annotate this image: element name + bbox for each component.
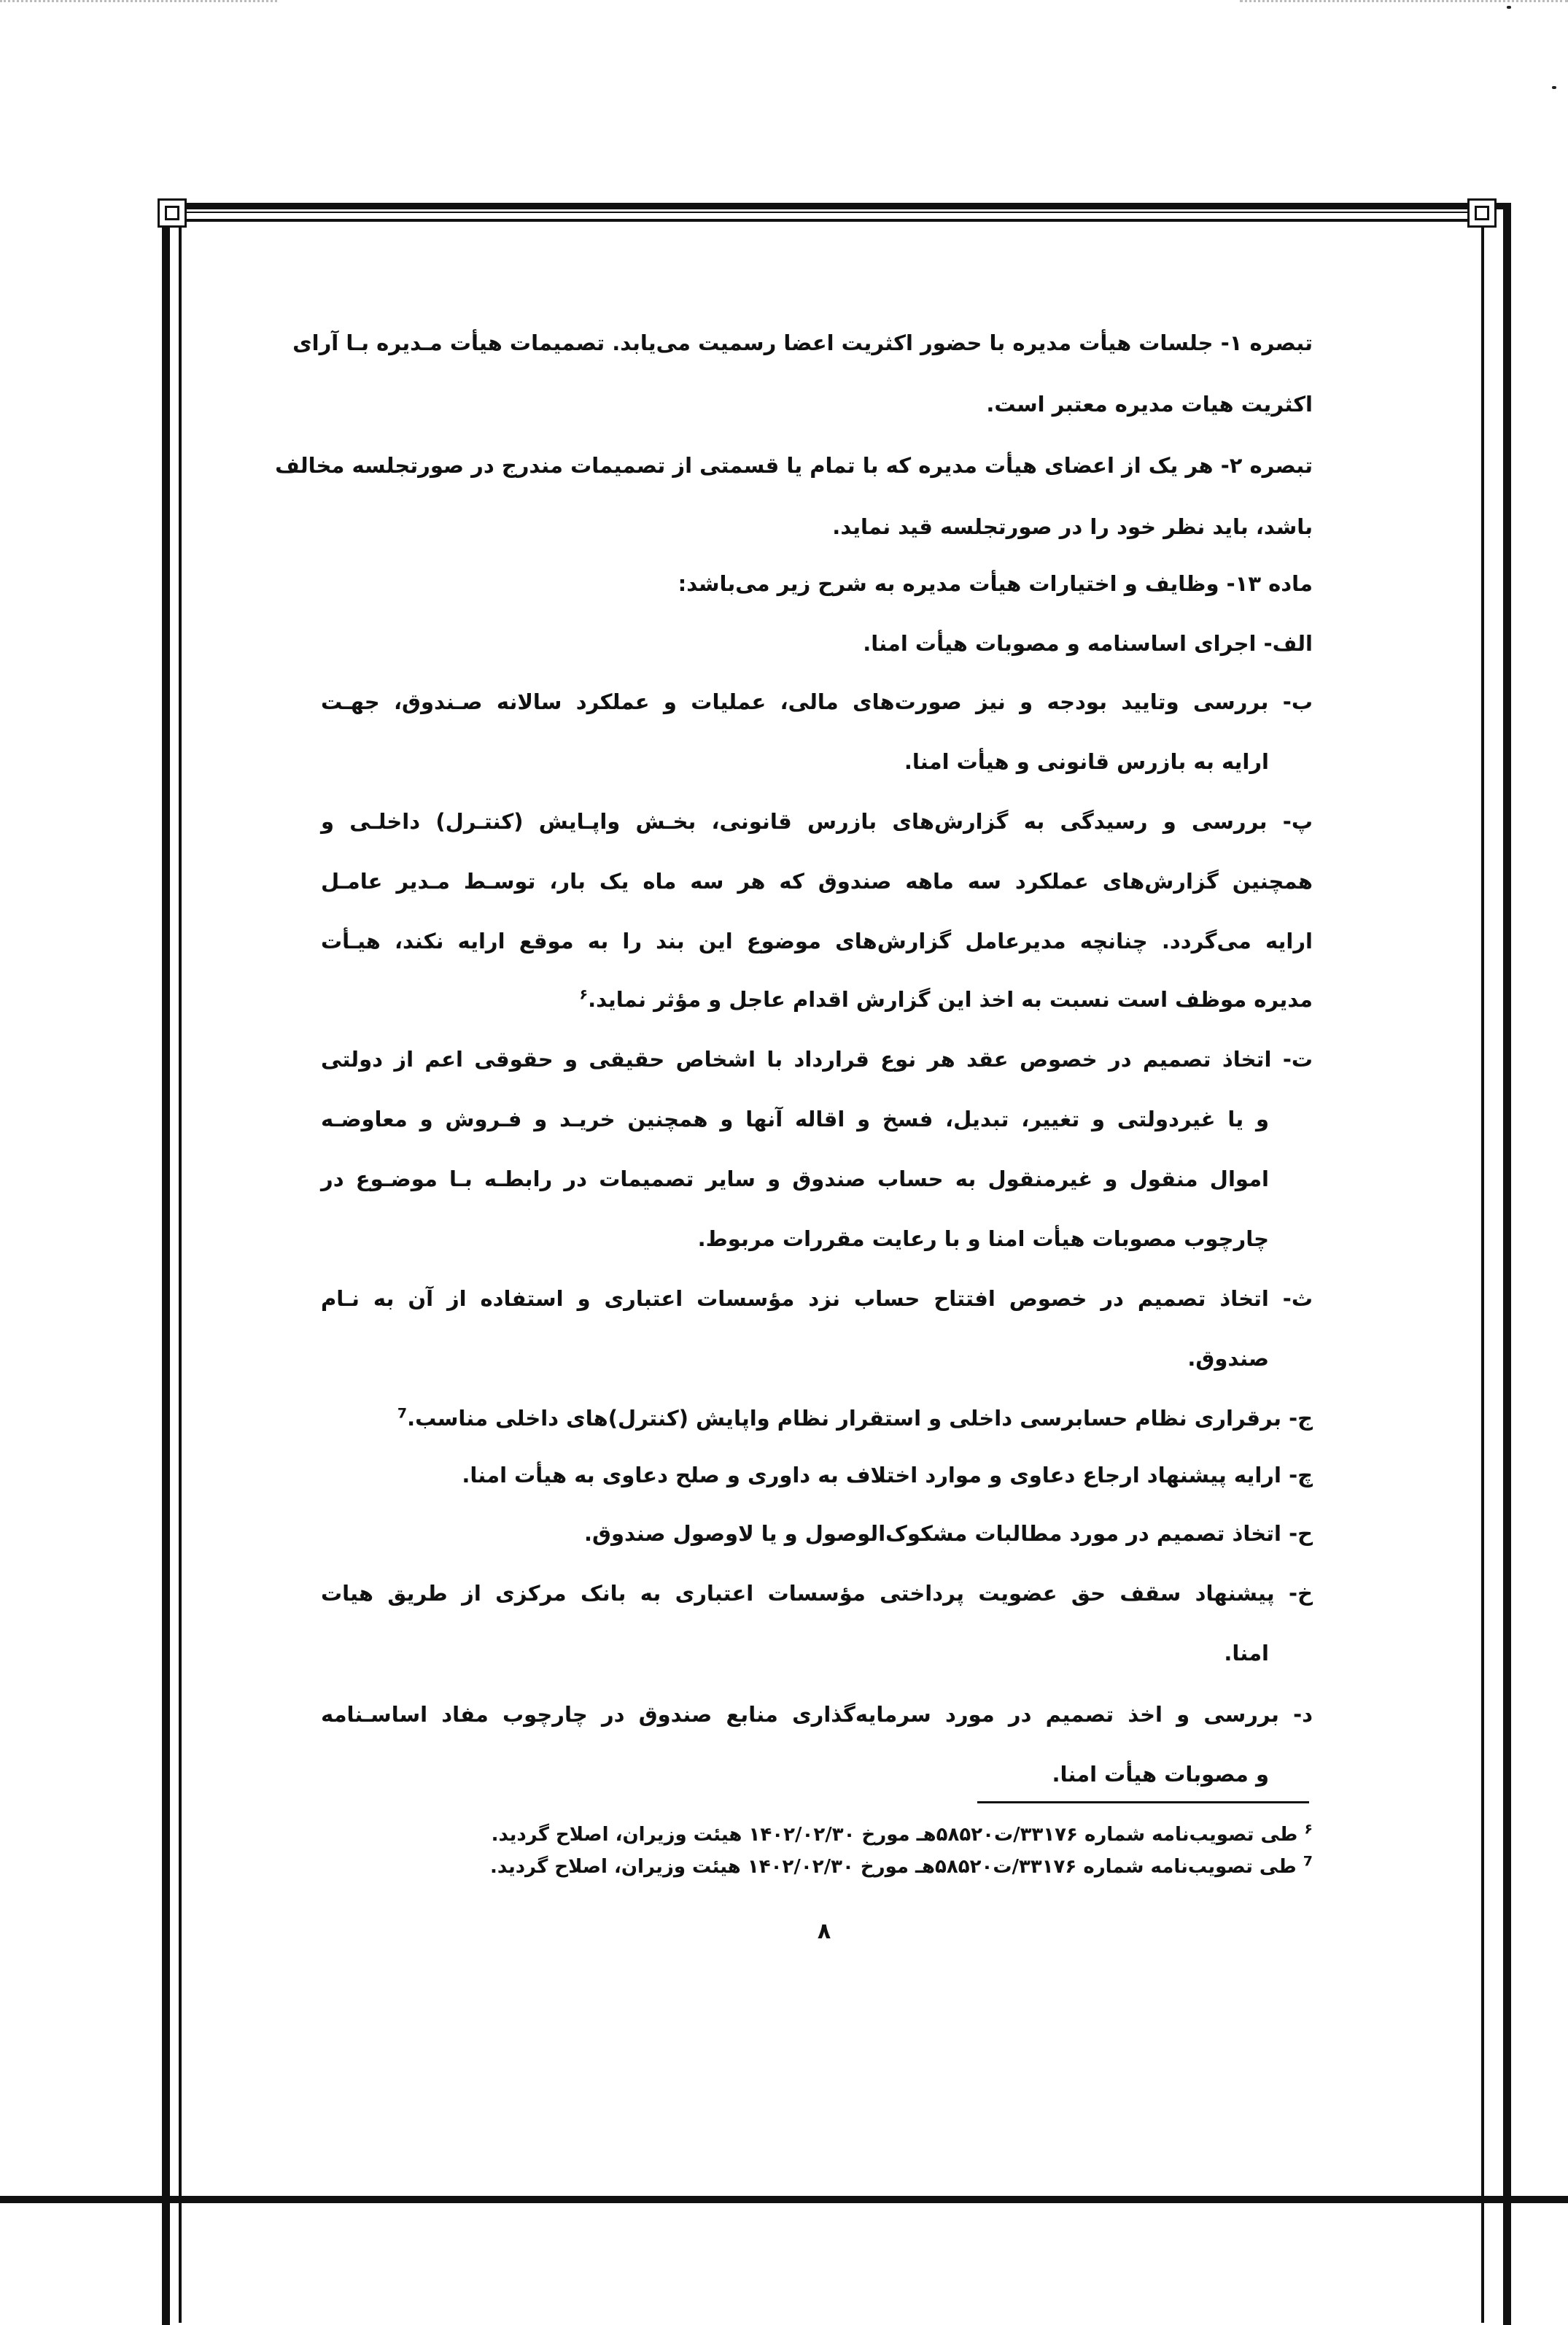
clause-te-line-2: و یا غیردولتی و تغییر، تبدیل، فسخ و اقاله آنها و همچنین خریـد و فـروش و معاوضـه bbox=[321, 1107, 1269, 1131]
clause-se-line-2: صندوق. bbox=[1187, 1346, 1269, 1371]
note-2-line-2: باشد، باید نظر خود را در صورتجلسه قید نماید. bbox=[832, 514, 1313, 539]
scan-speck bbox=[1507, 6, 1511, 9]
clause-khe-line-2: امنا. bbox=[1224, 1641, 1269, 1666]
border-corner-ornament-right bbox=[1467, 198, 1497, 228]
note-2-line-1 bbox=[275, 451, 1313, 480]
clause-che-text: ارایه پیشنهاد ارجاع دعاوی و موارد اختلاف به داوری و صلح دعاوی به هیأت امنا. bbox=[462, 1463, 1281, 1488]
clause-khe-line-1 bbox=[321, 1579, 1313, 1608]
clause-dal-line-2: و مصوبات هیأت امنا. bbox=[1052, 1762, 1269, 1787]
footnote-7-mark: 7 bbox=[1303, 1853, 1313, 1870]
footnote-6-text: طی تصویب‌نامه شماره ۳۳۱۷۶/ت۵۸۵۲۰هـ مورخ ۱۴۰۲/۰۲/۳۰ هیئت وزیران، اصلاح گردید. bbox=[491, 1824, 1298, 1846]
clause-alef bbox=[863, 629, 1313, 658]
clause-he-text: اتخاذ تصمیم در مورد مطالبات مشکوک‌الوصول و یا لاوصول صندوق. bbox=[584, 1521, 1281, 1546]
note-1-text: جلسات هیأت مدیره با حضور اکثریت اعضا رسمیت می‌یابد. تصمیمات هیأت مـدیره بـا آرای bbox=[292, 330, 1214, 355]
clause-he-label: ح- bbox=[1289, 1521, 1313, 1546]
clause-te-line-1 bbox=[321, 1045, 1313, 1074]
clause-jim-label: ج- bbox=[1289, 1406, 1313, 1431]
footnote-6-mark: ۶ bbox=[1304, 1821, 1313, 1838]
clause-se-label: ث- bbox=[1282, 1286, 1313, 1311]
note-2-label: تبصره ۲- bbox=[1220, 453, 1313, 478]
clause-dal-line-1 bbox=[321, 1700, 1313, 1729]
clause-pe-line-1 bbox=[321, 807, 1313, 836]
clause-be-line-2: ارایه به بازرس قانونی و هیأت امنا. bbox=[904, 749, 1269, 774]
clause-khe-label: خ- bbox=[1289, 1581, 1313, 1606]
footnote-ref-6: ۶ bbox=[579, 986, 589, 1003]
clause-khe-text: پیشنهاد سقف حق عضویت پرداختی مؤسسات اعتباری به بانک مرکزی از طریق هیات bbox=[321, 1581, 1275, 1606]
scan-top-edge bbox=[0, 0, 1568, 10]
clause-che bbox=[462, 1461, 1313, 1490]
clause-te-label: ت- bbox=[1282, 1047, 1313, 1072]
scan-speck bbox=[1552, 86, 1556, 89]
clause-pe-line-4-text: مدیره موظف است نسبت به اخذ این گزارش اقدام عاجل و مؤثر نماید. bbox=[588, 987, 1313, 1012]
clause-dal-label: د- bbox=[1293, 1702, 1313, 1727]
clause-be-line-1 bbox=[321, 687, 1313, 716]
article-13-label: ماده ۱۳- bbox=[1226, 571, 1313, 596]
clause-pe-label: پ- bbox=[1282, 809, 1313, 834]
footnote-separator bbox=[977, 1801, 1309, 1803]
footnote-ref-7: 7 bbox=[397, 1405, 408, 1422]
clause-pe-line-2: همچنین گزارش‌های عملکرد سه ماهه صندوق که هر سه ماه یک بار، توسـط مـدیر عامـل bbox=[321, 869, 1313, 894]
clause-pe-line-3: ارایه می‌گردد. چنانچه مدیرعامل گزارش‌های موضوع این بند را به موقع ارایه نکند، هیـأت bbox=[321, 929, 1313, 953]
clause-pe-text: بررسی و رسیدگی به گزارش‌های بازرس قانونی، بخـش واپـایش (کنتـرل) داخلـی و bbox=[321, 809, 1268, 834]
footnote-6 bbox=[492, 1822, 1313, 1847]
clause-se-text: اتخاذ تصمیم در خصوص افتتاح حساب نزد مؤسسات اعتباری و استفاده از آن به نـام bbox=[321, 1286, 1269, 1311]
article-13-heading bbox=[678, 569, 1313, 598]
clause-pe-line-4 bbox=[580, 985, 1313, 1014]
clause-dal-text: بررسی و اخذ تصمیم در مورد سرمایه‌گذاری منابع صندوق در چارچوب مفاد اساسـنامه bbox=[321, 1702, 1279, 1727]
clause-che-label: چ- bbox=[1289, 1463, 1313, 1488]
clause-he bbox=[584, 1519, 1313, 1548]
clause-te-line-4: چارچوب مصوبات هیأت امنا و با رعایت مقررات مربوط. bbox=[697, 1226, 1269, 1251]
clause-jim bbox=[397, 1404, 1313, 1433]
clause-alef-text: اجرای اساسنامه و مصوبات هیأت امنا. bbox=[863, 631, 1257, 656]
clause-se-line-1 bbox=[321, 1284, 1313, 1313]
clause-alef-label: الف- bbox=[1263, 631, 1313, 656]
note-1-label: تبصره ۱- bbox=[1220, 330, 1313, 355]
clause-te-line-3: اموال منقول و غیرمنقول به حساب صندوق و سایر تصمیمات در رابطـه بـا موضـوع در bbox=[321, 1167, 1269, 1191]
border-corner-ornament-left bbox=[158, 198, 187, 228]
clause-te-text: اتخاذ تصمیم در خصوص عقد هر نوع قرارداد با اشخاص حقیقی و حقوقی اعم از دولتی bbox=[321, 1047, 1272, 1072]
note-1-line-1 bbox=[292, 328, 1313, 357]
clause-be-text: بررسی وتایید بودجه و نیز صورت‌های مالی، عملیات و عملکرد سالانه صـندوق، جهـت bbox=[321, 689, 1269, 714]
footnote-7-text: طی تصویب‌نامه شماره ۳۳۱۷۶/ت۵۸۵۲۰هـ مورخ ۱۴۰۲/۰۲/۳۰ هیئت وزیران، اصلاح گردید. bbox=[490, 1856, 1297, 1878]
clause-be-label: ب- bbox=[1282, 689, 1313, 714]
clause-jim-text: برقراری نظام حسابرسی داخلی و استقرار نظام واپایش (کنترل)های داخلی مناسب. bbox=[407, 1406, 1281, 1431]
page-number: ۸ bbox=[817, 1919, 831, 1944]
article-13-text: وظایف و اختیارات هیأت مدیره به شرح زیر می‌باشد: bbox=[678, 571, 1219, 596]
note-2-text: هر یک از اعضای هیأت مدیره که با تمام یا قسمتی از تصمیمات مندرج در صورتجلسه مخالف bbox=[275, 453, 1214, 478]
note-1-line-2: اکثریت هیات مدیره معتبر است. bbox=[986, 392, 1313, 417]
footnote-7 bbox=[490, 1854, 1313, 1879]
